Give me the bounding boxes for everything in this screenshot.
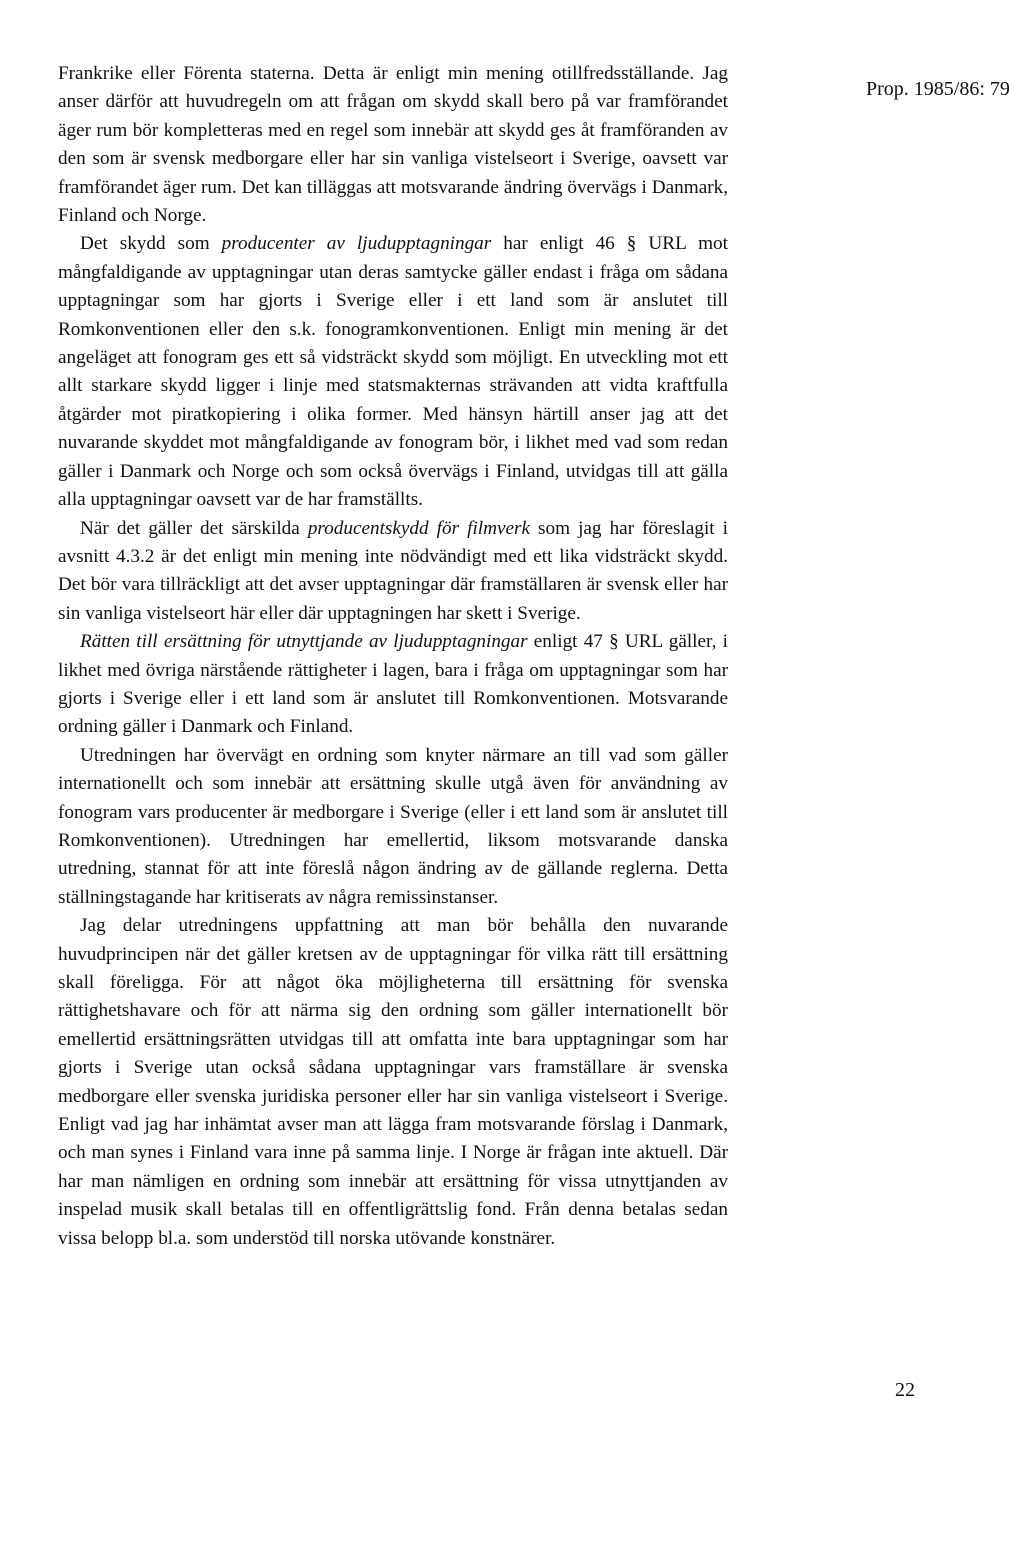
- paragraph-2-text-a: Det skydd som: [80, 233, 222, 255]
- body-text: [58, 60, 728, 1253]
- paragraph-3-text-a: När det gäller det särskilda: [80, 517, 308, 539]
- paragraph-2-emphasis: producenter av ljudupptagningar: [221, 233, 492, 255]
- paragraph-6-text: Jag delar utredningens uppfattning att man bör behålla den nuvarande huvudprincipen när det gäller kretsen av de upptagningar för vilka rätt till ersättning skall föreligga. För att något öka möjligheterna till ersättning för svenska rättighetshavare och för att närma sig den ordning som gäller internationellt bör emellertid ersättningsrätten utvidgas till att omfatta inte bara upptagningar som har gjorts i Sverige utan också sådana upptagningar vars framställare är svenska medborgare eller svenska juridiska personer eller har sin vanliga vistelseort i Sverige. Enligt vad jag har inhämtat avser man att lägga fram motsvarande förslag i Danmark, och man synes i Finland vara inne på samma linje. I Norge är frågan inte aktuell. Där har man nämligen en ordning som innebär att ersättning för vissa utnyttjanden av inspelad musik skall betalas till en offentligrättslig fond. Från denna betalas sedan vissa belopp bl.a. som understöd till norska utövande konstnärer.: [58, 915, 728, 1249]
- paragraph-4-emphasis: Rätten till ersättning för utnyttjande av ljudupptagningar: [80, 631, 528, 653]
- paragraph-3-emphasis: producentskydd för filmverk: [307, 517, 530, 539]
- paragraph-5-text: Utredningen har övervägt en ordning som knyter närmare an till vad som gäller internationellt och som innebär att ersättning skulle utgå även för användning av fonogram vars producenter är medborgare i Sverige (eller i ett land som är anslutet till Romkonventionen). Utredningen har emellertid, liksom motsvarande danska utredning, stannat för att inte föreslå någon ändring av de gällande reglerna. Detta ställningstagande har kritiserats av några remissinstanser.: [58, 744, 728, 908]
- paragraph-2: [58, 230, 728, 514]
- page-number: 22: [895, 1379, 915, 1401]
- paragraph-4-text: enligt 47 § URL gäller, i likhet med övriga närstående rättigheter i lagen, bara i fråga om upptagningar som har gjorts i Sverige eller i ett land som är anslutet till Romkonventionen. Motsvarande ordning gäller i Danmark och Finland.: [58, 631, 728, 738]
- paragraph-2-text-b: har enligt 46 § URL mot mångfaldigande av upptagningar utan deras samtycke gäller endast i fråga om sådana upptagningar som har gjorts i Sverige eller i ett land som är anslutet till Romkonventionen eller den s.k. fonogramkonventionen. Enligt min mening är det angeläget att fonogram ges ett så vidsträckt skydd som möjligt. En utveckling mot ett allt starkare skydd ligger i linje med statsmakternas strävanden att vidta kraftfulla åtgärder mot piratkopiering i olika former. Med hänsyn härtill anser jag att det nuvarande skyddet mot mångfaldigande av fonogram bör, i likhet med vad som redan gäller i Danmark och Norge och som också övervägs i Finland, utvidgas till att gälla alla upptagningar oavsett var de har framställts.: [58, 233, 728, 511]
- proposition-reference: Prop. 1985/86: 79: [866, 78, 1010, 100]
- paragraph-3-text-b: som jag har föreslagit i avsnitt 4.3.2 är det enligt min mening inte nödvändigt med ett lika vidsträckt skydd. Det bör vara tillräckligt att det avser upptagningar där framställaren är svensk eller har sin vanliga vistelseort här eller där upptagningen har skett i Sverige.: [58, 517, 728, 624]
- paragraph-5: [58, 742, 728, 912]
- paragraph-4: [58, 628, 728, 742]
- paragraph-1: [58, 60, 728, 230]
- paragraph-6: [58, 912, 728, 1253]
- paragraph-3: [58, 515, 728, 629]
- paragraph-1-text: Frankrike eller Förenta staterna. Detta är enligt min mening otillfredsställande. Jag anser därför att huvudregeln om att frågan om skydd skall bero på var framförandet äger rum bör kompletteras med en regel som innebär att skydd ges åt framföranden av den som är svensk medborgare eller har sin vanliga vistelseort i Sverige, oavsett var framförandet äger rum. Det kan tilläggas att motsvarande ändring övervägs i Danmark, Finland och Norge.: [58, 63, 728, 227]
